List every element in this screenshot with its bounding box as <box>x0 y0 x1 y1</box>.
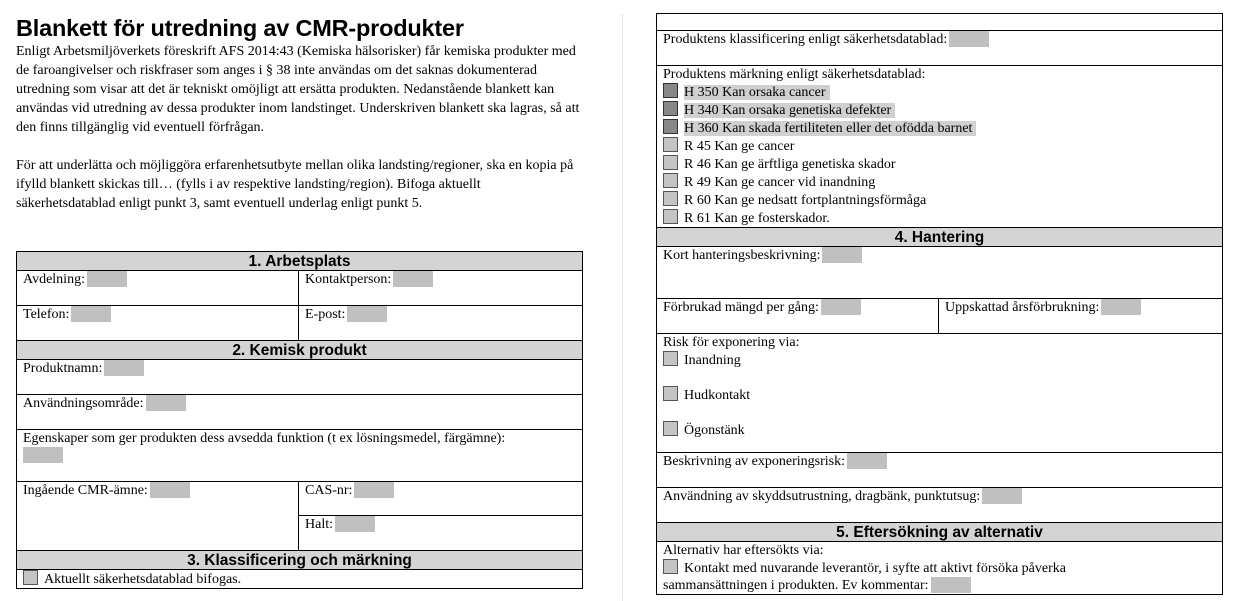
kort-beskrivning-field[interactable] <box>822 247 862 263</box>
cmr-amne-cell <box>17 482 299 551</box>
h350-checkbox[interactable] <box>663 83 678 98</box>
form-table-left <box>16 251 583 589</box>
halt-field[interactable] <box>335 516 375 532</box>
ogonstank-checkbox[interactable] <box>663 421 678 436</box>
hudkontakt-label: Hudkontakt <box>684 388 751 403</box>
section-5-heading: 5. Eftersökning av alternativ <box>657 523 1223 542</box>
anvandningsomrade-cell <box>17 395 583 430</box>
r60-checkbox[interactable] <box>663 191 678 206</box>
intro-paragraph-2: För att underlätta och möjliggöra erfarenhetsutbyte mellan olika landsting/regioner, ska en kopia på ifylld blankett skickas till… (fylls i av respektive landsting/region). Bifoga aktuellt säkerhetsdatablad enligt punkt 3, samt eventuell underlag enligt punkt 5. <box>16 158 574 211</box>
markning-item <box>663 83 1216 101</box>
risk-cell <box>657 334 1223 453</box>
ogonstank-label: Ögonstänk <box>684 423 745 438</box>
sdb-checkbox-label: Aktuellt säkerhetsdatablad bifogas. <box>44 572 242 587</box>
kort-beskrivning-cell <box>657 247 1223 299</box>
r45-label: R 45 Kan ge cancer <box>684 139 795 154</box>
hudkontakt-checkbox[interactable] <box>663 386 678 401</box>
telefon-cell <box>17 306 299 341</box>
beskrivning-label: Beskrivning av exponeringsrisk: <box>663 454 845 469</box>
h360-label: H 360 Kan skada fertiliteten eller det ofödda barnet <box>684 121 976 136</box>
markning-item <box>663 191 1216 209</box>
markning-item <box>663 137 1216 155</box>
forbrukad-label: Förbrukad mängd per gång: <box>663 300 819 315</box>
h340-label: H 340 Kan orsaka genetiska defekter <box>684 103 895 118</box>
kontakt-label-line2: sammansättningen i produkten. Ev kommentar: <box>663 578 929 593</box>
kommentar-field[interactable] <box>931 577 971 593</box>
cmr-amne-field[interactable] <box>150 482 190 498</box>
kontakt-checkbox[interactable] <box>663 559 678 574</box>
skydd-label: Användning av skyddsutrustning, dragbänk, punktutsug: <box>663 489 981 504</box>
anvandningsomrade-field[interactable] <box>146 395 186 411</box>
telefon-field[interactable] <box>71 306 111 322</box>
risk-item <box>663 351 1216 369</box>
r45-checkbox[interactable] <box>663 137 678 152</box>
forbrukad-cell <box>657 299 939 334</box>
markning-item <box>663 173 1216 191</box>
section-1-heading: 1. Arbetsplats <box>17 252 583 271</box>
alternativ-cell <box>657 542 1223 595</box>
kontaktperson-field[interactable] <box>393 271 433 287</box>
produktnamn-label: Produktnamn: <box>23 361 103 376</box>
markning-item <box>663 155 1216 173</box>
klassificering-label: Produktens klassificering enligt säkerhetsdatablad: <box>663 32 948 47</box>
risk-item <box>663 386 1216 404</box>
uppskattad-label: Uppskattad årsförbrukning: <box>945 300 1100 315</box>
markning-item <box>663 209 1216 227</box>
inandning-checkbox[interactable] <box>663 351 678 366</box>
section-3-heading: 3. Klassificering och märkning <box>17 551 583 570</box>
r61-label: R 61 Kan ge fosterskador. <box>684 211 830 226</box>
page-left <box>16 0 582 601</box>
top-spacer-cell <box>657 14 1223 31</box>
r61-checkbox[interactable] <box>663 209 678 224</box>
h340-checkbox[interactable] <box>663 101 678 116</box>
egenskaper-field[interactable] <box>23 447 63 463</box>
cmr-amne-label: Ingående CMR-ämne: <box>23 483 148 498</box>
avdelning-field[interactable] <box>87 271 127 287</box>
halt-label: Halt: <box>305 517 333 532</box>
skydd-cell <box>657 488 1223 523</box>
markning-item <box>663 119 1216 137</box>
kontaktperson-label: Kontaktperson: <box>305 272 392 287</box>
kontakt-label-line1: Kontakt med nuvarande leverantör, i syfte att aktivt försöka påverka <box>684 561 1066 576</box>
r49-label: R 49 Kan ge cancer vid inandning <box>684 175 876 190</box>
h360-checkbox[interactable] <box>663 119 678 134</box>
inandning-label: Inandning <box>684 353 741 368</box>
markning-label: Produktens märkning enligt säkerhetsdatablad: <box>663 67 926 82</box>
anvandningsomrade-label: Användningsområde: <box>23 396 144 411</box>
r60-label: R 60 Kan ge nedsatt fortplantningsförmåga <box>684 193 927 208</box>
sdb-cell <box>17 570 583 589</box>
page-right <box>656 0 1222 601</box>
h350-label: H 350 Kan orsaka cancer <box>684 85 830 100</box>
kontaktperson-cell <box>299 271 583 306</box>
risk-item <box>663 421 1216 439</box>
kontakt-item <box>663 559 1216 577</box>
section-4-heading: 4. Hantering <box>657 228 1223 247</box>
r46-label: R 46 Kan ge ärftliga genetiska skador <box>684 157 896 172</box>
r46-checkbox[interactable] <box>663 155 678 170</box>
kort-beskrivning-label: Kort hanteringsbeskrivning: <box>663 248 821 263</box>
form-table-right <box>656 13 1223 595</box>
epost-label: E-post: <box>305 307 346 322</box>
page-gutter <box>622 14 623 601</box>
klassificering-field[interactable] <box>949 31 989 47</box>
markning-item <box>663 101 1216 119</box>
risk-label: Risk för exponering via: <box>663 335 800 350</box>
markning-cell <box>657 66 1223 228</box>
kontakt-item-cont <box>663 577 1216 594</box>
uppskattad-field[interactable] <box>1101 299 1141 315</box>
avdelning-cell <box>17 271 299 306</box>
intro-text <box>16 42 582 213</box>
beskrivning-cell <box>657 453 1223 488</box>
halt-cell <box>299 516 583 551</box>
sdb-checkbox[interactable] <box>23 570 38 585</box>
section-2-heading: 2. Kemisk produkt <box>17 341 583 360</box>
epost-cell <box>299 306 583 341</box>
telefon-label: Telefon: <box>23 307 70 322</box>
cas-nr-field[interactable] <box>354 482 394 498</box>
egenskaper-cell <box>17 430 583 482</box>
produktnamn-cell <box>17 360 583 395</box>
produktnamn-field[interactable] <box>104 360 144 376</box>
cas-nr-label: CAS-nr: <box>305 483 353 498</box>
page-title: Blankett för utredning av CMR-produkter <box>16 15 464 41</box>
via-label: Alternativ har eftersökts via: <box>663 543 824 558</box>
beskrivning-field[interactable] <box>847 453 887 469</box>
epost-field[interactable] <box>347 306 387 322</box>
skydd-field[interactable] <box>982 488 1022 504</box>
intro-paragraph-1: Enligt Arbetsmiljöverkets föreskrift AFS 2014:43 (Kemiska hälsorisker) får kemiska produkter med de faroangivelser och riskfraser som anges i § 38 inte användas om det saknas dokumenterad utredning som visar att det är tekniskt omöjligt att ersätta produkten. Nedanstående blankett kan användas vid utredning av dessa produkter inom landstinget. Underskriven blankett ska lagras, så att den finns tillgänglig vid eventuell förfrågan. <box>16 44 580 135</box>
egenskaper-label: Egenskaper som ger produkten dess avsedda funktion (t ex lösningsmedel, färgämne): <box>23 431 506 446</box>
r49-checkbox[interactable] <box>663 173 678 188</box>
avdelning-label: Avdelning: <box>23 272 85 287</box>
klassificering-cell <box>657 31 1223 66</box>
cas-nr-cell <box>299 482 583 516</box>
uppskattad-cell <box>939 299 1223 334</box>
forbrukad-field[interactable] <box>821 299 861 315</box>
